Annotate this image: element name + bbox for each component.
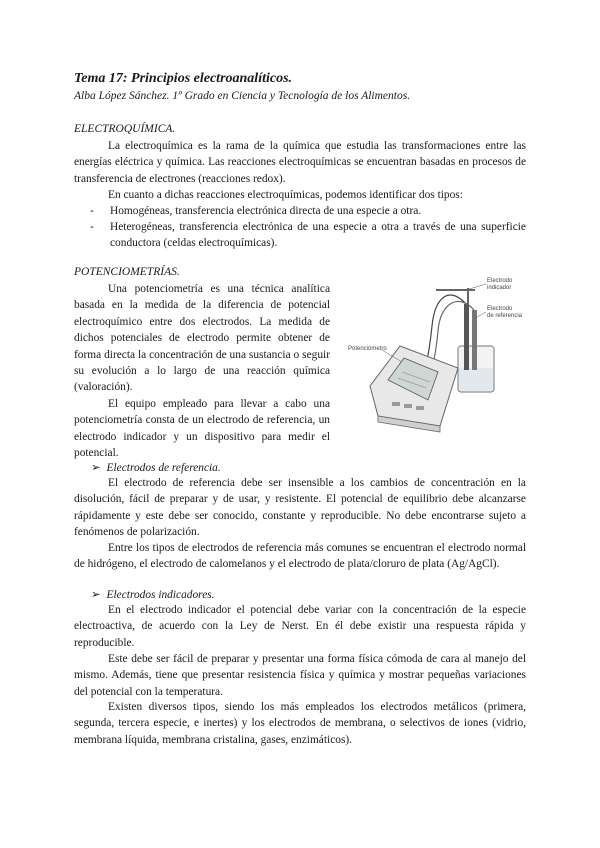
label-indicator-2: indicador: [487, 285, 512, 291]
arrow-bullet-icon: ➢: [91, 462, 101, 474]
arrow-bullet-icon: ➢: [91, 589, 101, 601]
list-dash: -: [90, 221, 94, 233]
subsection-heading-text: Electrodos indicadores.: [106, 589, 215, 601]
subsection-heading-referencia: [91, 460, 221, 474]
paragraph: Este debe ser fácil de preparar y presentar una forma física cómoda de cara al manejo del mismo. Además, tiene que presentar resistencia física y química y mostrar pequeñas variaciones del potencial con la temperatura.: [74, 653, 526, 698]
section-heading-electroquimica: ELECTROQUÍMICA.: [74, 123, 176, 135]
reference-electrode: [472, 310, 477, 370]
paragraph: Una potenciometría es una técnica analítica basada en la medida de la diferencia de potencial electroquímico entre dos electrodos. La medida de dichos potenciales de electrodo permite obtener de forma directa la concentración de una sustancia o seguir su evolución a lo largo de una reacción química (valoración).: [74, 283, 330, 394]
list-item: [90, 219, 526, 252]
paragraph: Entre los tipos de electrodos de referencia más comunes se encuentran el electrodo normal de hidrógeno, el electrodo de calomelanos y el electrodo de plata/cloruro de plata (Ag/AgCl).: [74, 542, 526, 571]
label-indicator-1: Electrodo: [487, 278, 513, 284]
potentiometer-illustration: [340, 276, 530, 446]
paragraph: El equipo empleado para llevar a cabo una potenciometría consta de un electrodo de referencia, un electrodo indicador y un dispositivo para medir el potencial.: [74, 398, 330, 460]
paragraph: El electrodo de referencia debe ser insensible a los cambios de concentración en la disolución, fácil de preparar y de usar, y resistente. El potencial de equilibrio debe alcanzarse rápidamente y este debe ser conocido, constante y reproducible. No debe encontrarse sujeto a fenómenos de polarización.: [74, 477, 526, 539]
list-item-text: Heterogéneas, transferencia electrónica de una especie a otra a través de una superficie conductora (celdas electroquímicas).: [110, 221, 526, 250]
subsection-heading-indicadores: [91, 587, 215, 601]
paragraph: En cuanto a dichas reacciones electroquímicas, podemos identificar dos tipos:: [108, 189, 463, 201]
list-dash: -: [90, 205, 94, 217]
section-heading-potenciometrias: POTENCIOMETRÍAS.: [74, 266, 180, 278]
paragraph: Existen diversos tipos, siendo los más empleados los electrodos metálicos (primera, segunda, tercera especie, e inertes) y los electrodos de membrana, o selectivos de iones (vidrio, membrana líquida, membrana cristalina, gases, enzimáticos).: [74, 701, 526, 746]
label-reference-1: Electrodo: [487, 306, 513, 312]
label-reference-2: de referencia: [487, 313, 523, 319]
list-item: [90, 203, 526, 219]
label-potenciometro: Potenciómetro: [348, 346, 387, 352]
paragraph: En el electrodo indicador el potencial debe variar con la concentración de la especie electroactiva, de acuerdo con la Ley de Nerst. En él debe existir una respuesta rápida y reproducible.: [74, 604, 526, 649]
list-item-text: Homogéneas, transferencia electrónica directa de una especie a otra.: [110, 205, 422, 217]
document-title: Tema 17: Principios electroanalíticos.: [74, 71, 293, 86]
subsection-heading-text: Electrodos de referencia.: [106, 462, 221, 474]
paragraph: La electroquímica es la rama de la química que estudia las transformaciones entre las energías eléctrica y química. Las reacciones electroquímicas se encuentran basadas en procesos de transferencia de electrones (reacciones redox).: [74, 140, 526, 185]
document-subtitle: Alba López Sánchez. 1º Grado en Ciencia y Tecnología de los Alimentos.: [74, 90, 411, 102]
indicator-electrode: [464, 304, 469, 370]
